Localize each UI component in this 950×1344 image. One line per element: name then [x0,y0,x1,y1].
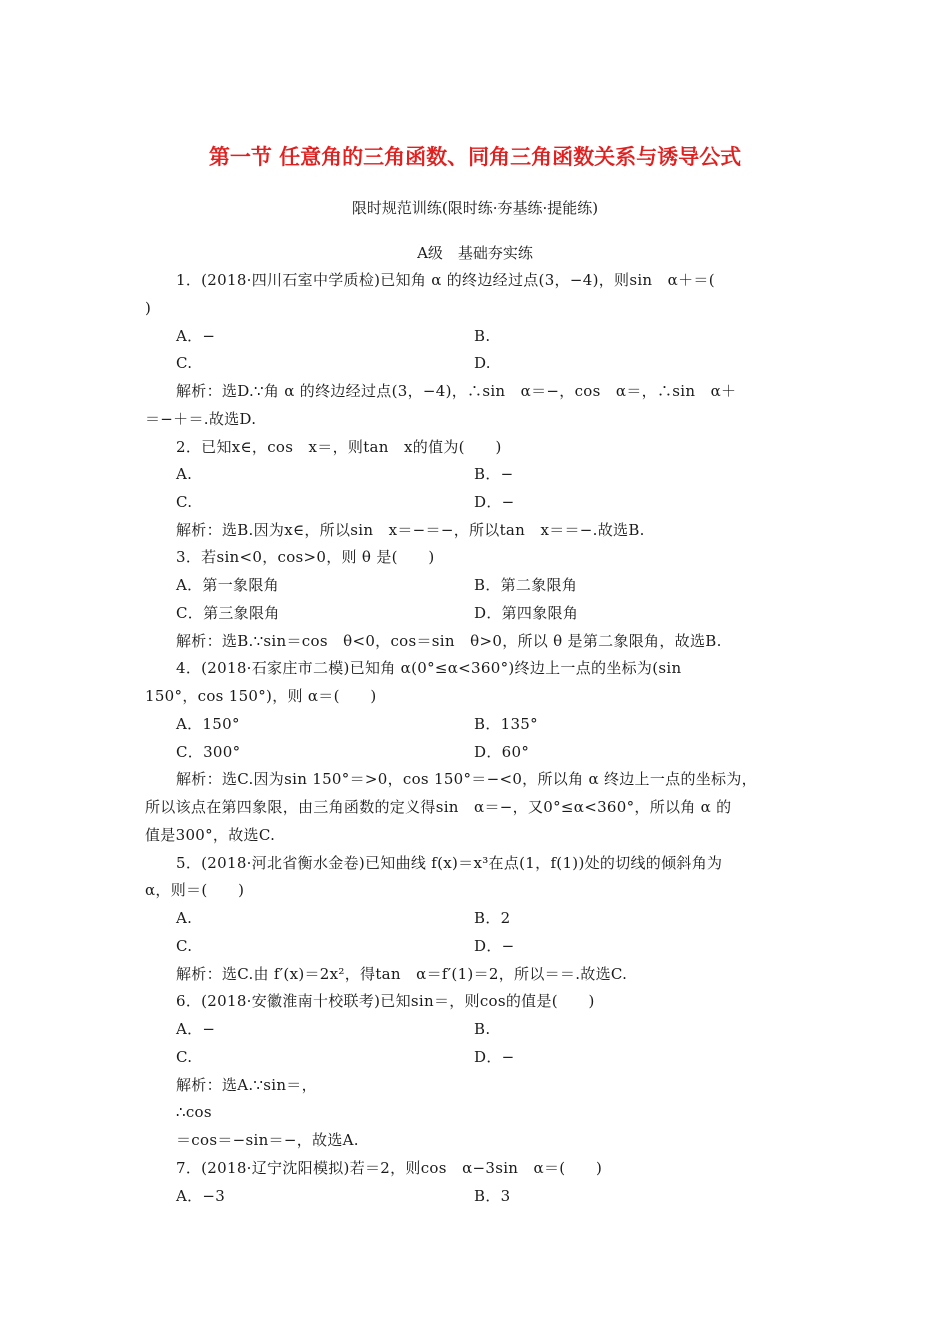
q6-option-c: C. [176,1048,193,1066]
q6-option-a: A．− [176,1020,216,1038]
q4-solution: 解析：选C.因为sin 150°＝>0，cos 150°＝−<0，所以角 α 终边上一点的坐标为， [176,770,757,788]
q4-option-d: D．60° [474,743,530,761]
q1-option-c: C. [176,354,193,372]
q1-stem: 1．(2018·四川石室中学质检)已知角 α 的终边经过点(3，−4)，则sin α＋＝( [176,271,715,289]
q4-option-b: B．135° [474,715,538,733]
q4-solution-cont: 所以该点在第四象限，由三角函数的定义得sin α＝−，又0°≤α<360°，所以角 α 的 [145,798,732,816]
q4-option-c: C．300° [176,743,241,761]
q2-solution: 解析：选B.因为x∈，所以sin x＝−＝−，所以tan x＝＝−.故选B. [176,521,645,539]
q6-option-d: D．− [474,1048,515,1066]
q3-option-b: B．第二象限角 [474,576,578,594]
q1-solution: 解析：选D.∵角 α 的终边经过点(3，−4)，∴sin α＝−，cos α＝，∴sin α＋ [176,382,737,400]
q5-option-d: D．− [474,937,515,955]
q2-option-c: C. [176,493,193,511]
q2-option-d: D．− [474,493,515,511]
q7-option-b: B．3 [474,1187,511,1205]
section-title: 第一节 任意角的三角函数、同角三角函数关系与诱导公式 [208,145,742,169]
q7-option-a: A．−3 [176,1187,226,1205]
q6-solution-step: ∴cos [176,1103,212,1121]
q3-solution: 解析：选B.∵sin＝cos θ<0，cos＝sin θ>0，所以 θ 是第二象限角，故选B. [176,632,722,650]
q6-solution: 解析：选A.∵sin＝， [176,1076,317,1094]
q4-option-a: A．150° [176,715,240,733]
q1-option-d: D. [474,354,491,372]
subtitle: 限时规范训练(限时练·夯基练·提能练) [351,199,599,217]
q6-stem: 6．(2018·安徽淮南十校联考)已知sin＝，则cos的值是( ) [176,992,595,1010]
q1-solution-cont: ＝−＋＝.故选D. [145,410,257,428]
q3-stem: 3．若sin<0，cos>0，则 θ 是( ) [176,548,435,566]
q6-solution-end: ＝cos＝−sin＝−，故选A. [176,1131,359,1149]
q5-option-b: B．2 [474,909,511,927]
q4-solution-end: 值是300°，故选C. [145,826,276,844]
q5-option-a: A. [176,909,193,927]
q4-stem-cont: 150°，cos 150°)，则 α＝( ) [145,687,377,705]
q2-option-a: A. [176,465,193,483]
q3-option-c: C．第三象限角 [176,604,280,622]
level-heading: A级 基础夯实练 [417,244,533,262]
q1-stem-cont: ) [145,299,152,317]
q1-option-b: B. [474,327,491,345]
q3-option-d: D．第四象限角 [474,604,579,622]
q2-option-b: B．− [474,465,514,483]
q5-solution: 解析：选C.由 f′(x)＝2x²，得tan α＝f′(1)＝2，所以＝＝.故选C. [176,965,628,983]
q5-stem-cont: α，则＝( ) [145,881,245,899]
q1-option-a: A．− [176,327,216,345]
q6-option-b: B. [474,1020,491,1038]
q3-option-a: A．第一象限角 [176,576,279,594]
q4-stem: 4．(2018·石家庄市二模)已知角 α(0°≤α<360°)终边上一点的坐标为(sin [176,659,682,677]
q5-option-c: C. [176,937,193,955]
q5-stem: 5．(2018·河北省衡水金卷)已知曲线 f(x)＝x³在点(1，f(1))处的切线的倾斜角为 [176,854,723,872]
q7-stem: 7．(2018·辽宁沈阳模拟)若＝2，则cos α−3sin α＝( ) [176,1159,603,1177]
q2-stem: 2．已知x∈，cos x＝，则tan x的值为( ) [176,438,502,456]
